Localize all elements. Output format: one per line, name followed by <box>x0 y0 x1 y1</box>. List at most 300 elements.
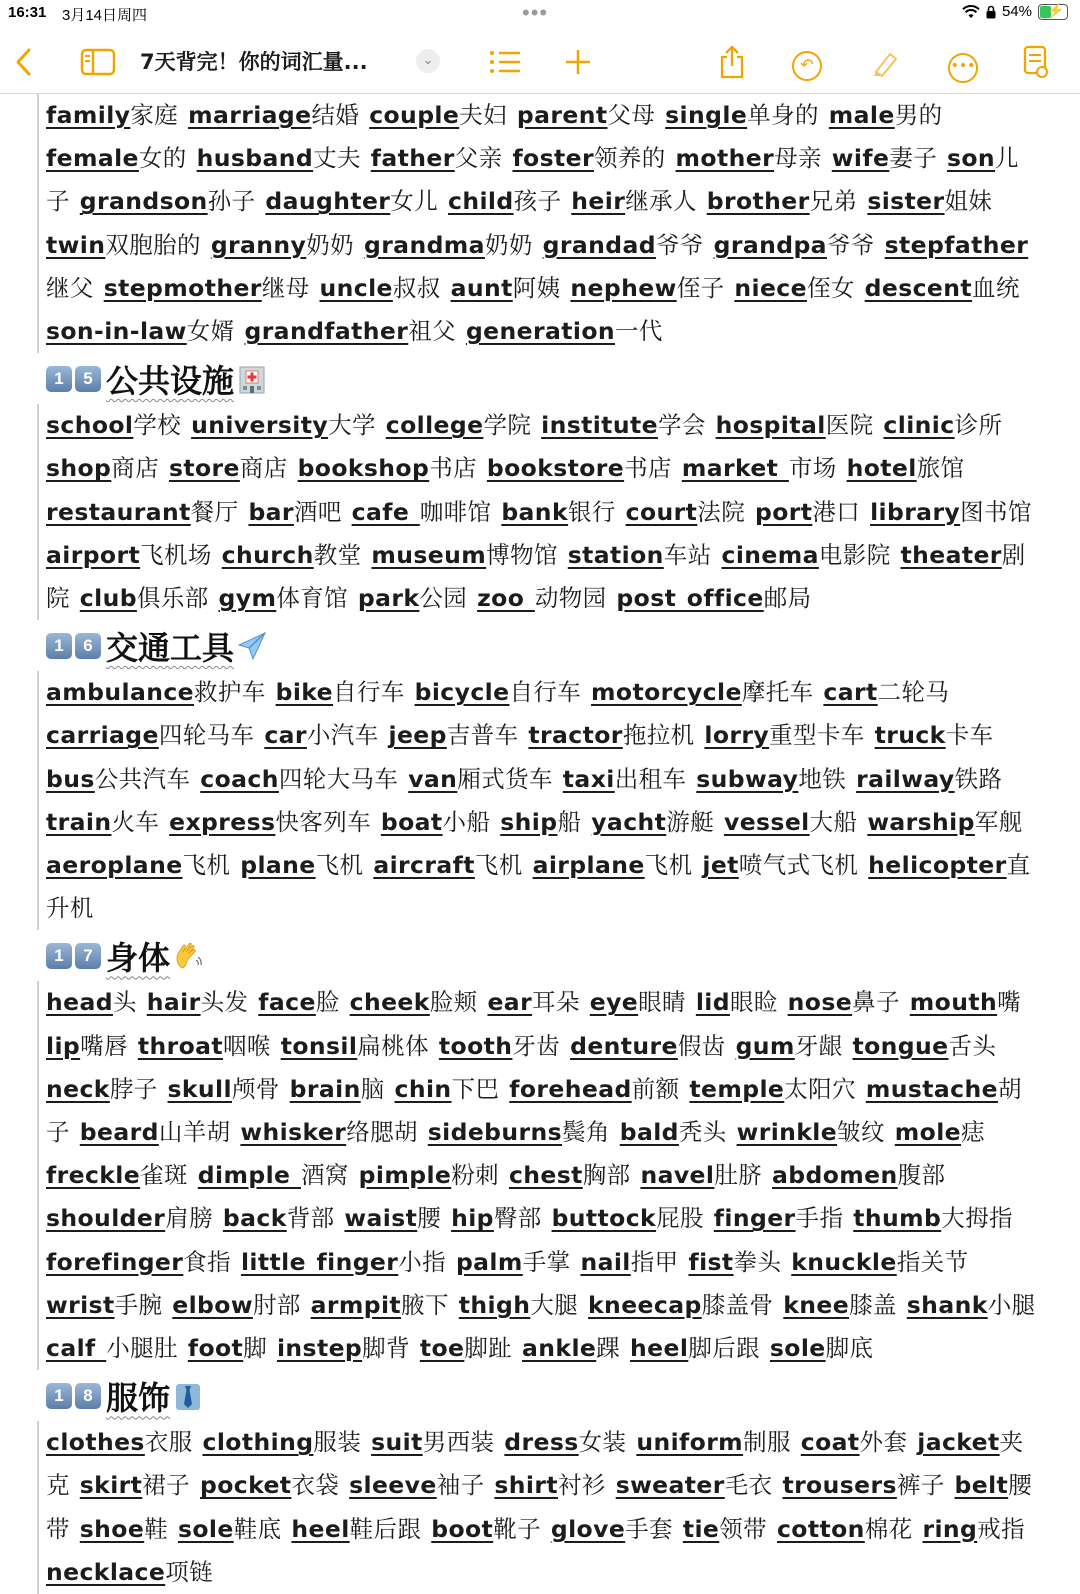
vocab-item <box>853 1032 997 1060</box>
vocab-item <box>188 1334 267 1362</box>
vocab-item <box>408 765 553 793</box>
vocab-item <box>415 678 582 706</box>
vocab-item <box>46 988 137 1016</box>
english-word: ship <box>500 807 558 836</box>
chinese-meaning: 救护车 <box>194 678 266 707</box>
vocab-item <box>591 678 813 706</box>
english-word: beard <box>79 1118 159 1147</box>
english-word: single <box>665 101 748 129</box>
vocab-item <box>198 1161 349 1189</box>
english-word: bookstore <box>486 454 625 483</box>
english-word: college <box>385 411 484 440</box>
vocab-item <box>777 1515 913 1543</box>
chinese-meaning: 四轮大马车 <box>278 764 399 793</box>
chinese-meaning: 公园 <box>419 584 468 613</box>
chinese-meaning: 医院 <box>825 411 874 440</box>
vocab-item <box>570 274 724 302</box>
chinese-meaning: 游艇 <box>666 807 715 836</box>
english-word: theater <box>900 540 1002 569</box>
vocab-item <box>770 1334 874 1362</box>
chinese-meaning: 四轮马车 <box>158 721 255 750</box>
chinese-meaning: 手套 <box>625 1514 673 1543</box>
chinese-meaning: 公共汽车 <box>94 764 191 793</box>
chinese-meaning: 腹部 <box>897 1161 946 1190</box>
chinese-meaning: 痣 <box>961 1118 985 1147</box>
vocab-item <box>46 454 159 482</box>
english-word: niece <box>734 273 807 302</box>
vocab-item <box>265 187 438 215</box>
chinese-meaning: 耳朵 <box>532 988 580 1017</box>
english-word: instep <box>276 1334 363 1363</box>
vocab-item <box>501 498 615 526</box>
english-word: gym <box>218 584 277 613</box>
vocab-item <box>568 541 712 569</box>
chinese-meaning: 快客列车 <box>275 807 371 836</box>
chinese-meaning: 商店 <box>239 454 288 483</box>
vocab-item <box>395 1075 500 1103</box>
compose-icon[interactable] <box>1022 32 1050 90</box>
english-word: generation <box>465 317 615 346</box>
vocab-item <box>714 231 875 259</box>
chinese-meaning: 飞机 <box>315 851 364 880</box>
vocab-item <box>724 808 857 836</box>
vocab-item <box>721 541 890 569</box>
english-word: bar <box>248 497 294 526</box>
english-word: hair <box>146 988 201 1017</box>
chinese-meaning: 颅骨 <box>231 1074 280 1103</box>
english-word: cart <box>823 678 878 707</box>
vocab-item <box>689 1075 856 1103</box>
chinese-meaning: 二轮马 <box>877 678 950 707</box>
chinese-meaning: 牙龈 <box>794 1031 843 1060</box>
battery-percent: 54% <box>1001 3 1032 20</box>
english-word: tongue <box>852 1031 949 1060</box>
chinese-meaning: 祖父 <box>408 317 457 346</box>
vocab-item <box>223 1204 335 1232</box>
chinese-meaning: 皱纹 <box>837 1118 885 1147</box>
english-word: child <box>447 187 514 216</box>
chinese-meaning: 邮局 <box>763 584 812 613</box>
english-word: club <box>79 584 137 613</box>
chinese-meaning: 父亲 <box>454 144 503 173</box>
english-word: aeroplane <box>46 851 183 880</box>
vocab-item <box>178 1515 282 1543</box>
section-heading <box>37 354 1037 404</box>
english-word: twin <box>46 230 106 259</box>
chinese-meaning: 肘部 <box>252 1290 301 1319</box>
english-word: bank <box>501 497 568 526</box>
chinese-meaning: 牙齿 <box>512 1031 561 1060</box>
chinese-meaning: 兄弟 <box>809 187 858 216</box>
english-word: mouth <box>909 988 998 1017</box>
vocab-item <box>702 851 858 879</box>
chinese-meaning: 书店 <box>429 454 478 483</box>
vocab-item <box>344 1204 441 1232</box>
english-word: eye <box>589 988 639 1017</box>
vocab-item <box>571 187 697 215</box>
chinese-meaning: 脚背 <box>362 1334 410 1363</box>
english-word: university <box>191 411 329 440</box>
chinese-meaning: 男的 <box>894 101 943 129</box>
undo-icon[interactable]: ↶ <box>792 46 822 81</box>
vocab-item <box>451 274 561 302</box>
chinese-meaning: 粉刺 <box>451 1161 500 1190</box>
chinese-meaning: 学会 <box>657 411 706 440</box>
english-word: back <box>222 1204 287 1233</box>
section-heading <box>37 931 1037 981</box>
chinese-meaning: 电影院 <box>818 540 891 569</box>
vocab-item <box>688 1248 781 1276</box>
vocab-item <box>264 721 378 749</box>
english-word: church <box>221 540 314 569</box>
english-word: pocket <box>199 1471 292 1500</box>
vocab-item <box>46 1075 158 1103</box>
chinese-meaning: 肚脐 <box>714 1161 763 1190</box>
vocab-item <box>714 1204 844 1232</box>
vocab-item <box>46 541 212 569</box>
english-word: taxi <box>562 764 615 793</box>
vocab-item <box>369 101 507 129</box>
share-icon[interactable] <box>718 32 746 90</box>
chinese-meaning: 山羊胡 <box>158 1118 231 1147</box>
vocab-item <box>371 1428 494 1456</box>
english-word: grandson <box>79 187 208 216</box>
vocab-item <box>46 808 159 836</box>
vocab-item <box>168 1075 280 1103</box>
english-word: whisker <box>240 1118 347 1147</box>
english-word: car <box>264 721 307 750</box>
vocab-item <box>188 101 359 129</box>
vocab-item <box>358 584 467 612</box>
english-word: couple <box>369 101 460 129</box>
english-word: clinic <box>883 411 955 440</box>
vocab-item <box>737 1118 885 1146</box>
english-word: necklace <box>46 1557 166 1586</box>
english-word: parent <box>516 101 608 129</box>
english-word: ankle <box>522 1334 597 1363</box>
chinese-meaning: 雀斑 <box>140 1161 188 1190</box>
english-word: van <box>408 764 458 793</box>
chinese-meaning: 鼻子 <box>852 988 900 1017</box>
english-word: foot <box>187 1334 244 1363</box>
english-word: sideburns <box>427 1118 563 1147</box>
english-word: glove <box>550 1514 626 1543</box>
vocab-item <box>371 541 557 569</box>
chinese-meaning: 餐厅 <box>190 497 239 526</box>
vocab-item <box>823 678 949 706</box>
vocab-item <box>46 101 178 129</box>
english-word: express <box>169 807 276 836</box>
chinese-meaning: 小腿 <box>987 1290 1036 1319</box>
chinese-meaning: 鞋底 <box>233 1514 282 1543</box>
english-word: shoulder <box>46 1204 166 1233</box>
chinese-meaning: 袖子 <box>436 1471 485 1500</box>
english-word: airplane <box>532 851 645 880</box>
english-word: hip <box>451 1204 494 1233</box>
chinese-meaning: 衬衫 <box>558 1471 606 1500</box>
chinese-meaning: 扁桃体 <box>357 1031 430 1060</box>
vocab-item <box>734 274 854 302</box>
chinese-meaning: 叔叔 <box>392 273 441 302</box>
vocab-item <box>241 1248 446 1276</box>
vocab-item <box>543 231 704 259</box>
english-word: male <box>828 101 895 129</box>
english-word: fist <box>688 1247 734 1276</box>
english-word: tonsil <box>280 1031 358 1060</box>
chinese-meaning: 外套 <box>859 1428 908 1457</box>
english-word: mustache <box>865 1074 998 1103</box>
english-word: jacket <box>917 1428 1000 1457</box>
chinese-meaning: 女的 <box>138 144 187 173</box>
vocab-item <box>211 231 354 259</box>
chevron-down-icon[interactable]: ⌄ <box>416 49 440 73</box>
vocabulary-block <box>37 981 1037 1370</box>
vocab-item <box>169 454 288 482</box>
section-title: 交通工具 <box>106 629 235 668</box>
section-heading <box>37 621 1037 671</box>
chinese-meaning: 出租车 <box>614 764 687 793</box>
english-word: belt <box>954 1471 1009 1500</box>
english-word: armpit <box>310 1290 402 1319</box>
chinese-meaning: 脚底 <box>825 1334 874 1363</box>
vocab-item <box>591 808 714 836</box>
english-word: little finger <box>240 1247 399 1276</box>
vocab-item <box>788 988 900 1016</box>
chinese-meaning: 棉花 <box>864 1514 913 1543</box>
vocab-item <box>696 765 846 793</box>
english-word: school <box>46 411 134 440</box>
chinese-meaning: 男西装 <box>422 1428 495 1457</box>
english-word: train <box>46 807 112 836</box>
chinese-meaning: 拖拉机 <box>622 721 695 750</box>
chinese-meaning: 背部 <box>286 1204 335 1233</box>
chinese-meaning: 眼睛 <box>638 988 686 1017</box>
chinese-meaning: 鞋 <box>144 1514 169 1543</box>
english-word: zoo <box>477 584 535 613</box>
english-word: bus <box>46 764 95 793</box>
english-word: grandma <box>363 230 485 259</box>
chinese-meaning: 嘴 <box>997 988 1021 1017</box>
chinese-meaning: 侄子 <box>676 273 725 302</box>
vocab-item <box>200 765 398 793</box>
chinese-meaning: 臀部 <box>493 1204 542 1233</box>
chinese-meaning: 咖啡馆 <box>419 497 492 526</box>
chinese-meaning: 继父 <box>46 273 94 302</box>
english-word: skirt <box>79 1471 143 1500</box>
english-word: coach <box>200 764 279 793</box>
english-word: court <box>625 497 698 526</box>
vocab-item <box>570 1032 726 1060</box>
english-word: calf <box>46 1334 107 1363</box>
vocab-item <box>682 454 837 482</box>
vocab-item <box>349 1471 484 1499</box>
english-word: abdomen <box>772 1161 898 1190</box>
english-word: chest <box>508 1161 583 1190</box>
english-word: carriage <box>46 721 159 750</box>
vocab-item <box>388 721 518 749</box>
english-word: sleeve <box>349 1471 437 1500</box>
vocab-item <box>386 411 532 439</box>
chinese-meaning: 制服 <box>743 1428 791 1457</box>
vocabulary-block <box>37 671 1037 930</box>
chinese-meaning: 俱乐部 <box>136 584 209 613</box>
english-word: gum <box>735 1031 795 1060</box>
english-word: skull <box>167 1074 232 1103</box>
vocab-item <box>500 808 581 836</box>
chinese-meaning: 头发 <box>200 988 249 1017</box>
vocab-item <box>197 144 361 172</box>
vocab-item <box>783 1291 897 1319</box>
chinese-meaning: 阿姨 <box>512 273 561 302</box>
english-word: heel <box>630 1334 689 1363</box>
chinese-meaning: 一代 <box>615 317 663 346</box>
english-word: shank <box>906 1290 988 1319</box>
chinese-meaning: 靴子 <box>493 1514 541 1543</box>
back-icon[interactable] <box>14 32 34 90</box>
vocab-item <box>80 1118 231 1146</box>
chinese-meaning: 腰 <box>417 1204 442 1233</box>
note-title[interactable]: 7天背完！你的词汇量... <box>140 50 368 74</box>
keycap-digit-icon: 7 <box>75 943 101 969</box>
vocab-item <box>626 498 745 526</box>
chinese-meaning: 女儿 <box>390 187 439 216</box>
chinese-meaning: 项链 <box>165 1557 214 1586</box>
vocab-item <box>311 1291 449 1319</box>
vocab-item <box>46 1204 213 1232</box>
markup-pen-icon[interactable] <box>870 32 902 90</box>
vocab-item <box>867 187 992 215</box>
english-word: father <box>370 144 455 173</box>
vocab-item <box>276 678 405 706</box>
multitask-dots-icon[interactable]: ••• <box>522 0 549 25</box>
vocab-item <box>588 1291 773 1319</box>
vocab-item <box>364 231 533 259</box>
vocab-item <box>240 851 363 879</box>
english-word: freckle <box>46 1161 141 1190</box>
chinese-meaning: 头 <box>112 988 137 1017</box>
english-word: heel <box>291 1514 350 1543</box>
note-content[interactable] <box>37 94 1037 1594</box>
english-word: bike <box>275 678 334 707</box>
chinese-meaning: 孙子 <box>207 187 256 216</box>
vocab-item <box>551 1515 673 1543</box>
chinese-meaning: 喷气式飞机 <box>738 851 859 880</box>
chinese-meaning: 学院 <box>483 411 532 440</box>
vocab-item <box>46 1428 193 1456</box>
vocab-item <box>46 498 239 526</box>
vocab-item <box>528 721 694 749</box>
english-word: buttock <box>551 1204 657 1233</box>
chinese-meaning: 女装 <box>578 1428 627 1457</box>
vocab-item <box>487 988 579 1016</box>
english-word: suit <box>371 1428 423 1457</box>
english-word: motorcycle <box>591 678 742 707</box>
sidebar-icon[interactable] <box>80 32 116 90</box>
english-word: coat <box>800 1428 860 1457</box>
english-word: son-in-law <box>46 317 187 346</box>
vocab-item <box>319 274 440 302</box>
vocab-item <box>736 1032 843 1060</box>
vocabulary-block <box>37 404 1037 620</box>
english-word: store <box>168 454 240 483</box>
english-word: institute <box>541 411 658 440</box>
vocab-item <box>46 1291 162 1319</box>
toolbar <box>0 32 1080 90</box>
vocab-item <box>46 678 266 706</box>
english-word: foster <box>512 144 594 173</box>
vocab-item <box>870 498 1032 526</box>
english-word: tooth <box>438 1031 513 1060</box>
vocab-item <box>910 988 1021 1016</box>
chinese-meaning: 舌头 <box>948 1031 997 1060</box>
chinese-meaning: 自行车 <box>333 678 405 707</box>
english-word: waist <box>344 1204 418 1233</box>
chinese-meaning: 飞机 <box>474 851 523 880</box>
chinese-meaning: 衣服 <box>144 1428 193 1457</box>
chinese-meaning: 膝盖骨 <box>701 1290 774 1319</box>
english-word: boot <box>431 1514 494 1543</box>
checklist-icon[interactable] <box>488 32 522 90</box>
chinese-meaning: 指甲 <box>630 1247 679 1276</box>
chinese-meaning: 毛衣 <box>724 1471 773 1500</box>
chinese-meaning: 船 <box>557 807 582 836</box>
more-icon[interactable]: ••• <box>948 46 978 83</box>
battery-icon: ⚡ <box>1038 4 1068 20</box>
chinese-meaning: 脸颊 <box>429 988 478 1017</box>
chinese-meaning: 母亲 <box>774 144 822 173</box>
chinese-meaning: 腋下 <box>401 1290 449 1319</box>
chinese-meaning: 重型卡车 <box>769 721 865 750</box>
chinese-meaning: 诊所 <box>954 411 1003 440</box>
keycap-digit-icon: 8 <box>75 1383 101 1409</box>
vocab-item <box>487 454 672 482</box>
chinese-meaning: 大船 <box>809 807 858 836</box>
english-word: navel <box>640 1161 715 1190</box>
chinese-meaning: 儿子 <box>46 144 1019 216</box>
english-word: grandfather <box>244 317 409 346</box>
english-word: sole <box>769 1334 826 1363</box>
english-word: forehead <box>509 1074 632 1103</box>
english-word: elbow <box>172 1290 253 1319</box>
chinese-meaning: 剧院 <box>46 540 1026 613</box>
keycap-digit-icon: 5 <box>75 366 101 392</box>
vocab-item <box>191 411 376 439</box>
vocab-item <box>46 411 181 439</box>
english-word: female <box>46 144 139 173</box>
vocab-item <box>298 454 477 482</box>
wifi-icon <box>962 5 980 19</box>
chinese-meaning: 市场 <box>788 454 837 483</box>
vocab-item <box>466 317 663 345</box>
english-word: denture <box>570 1031 678 1060</box>
vocab-item <box>451 1204 542 1232</box>
vocab-item <box>922 1515 1025 1543</box>
vocab-item <box>359 1161 499 1189</box>
chinese-meaning: 胡子 <box>46 1074 1022 1147</box>
chinese-meaning: 丈夫 <box>313 144 361 173</box>
chinese-meaning: 嘴唇 <box>80 1031 128 1060</box>
english-word: palm <box>455 1247 523 1276</box>
vocab-item <box>696 988 778 1016</box>
chinese-meaning: 领养的 <box>593 144 666 173</box>
chinese-meaning: 飞机 <box>182 851 231 880</box>
chinese-meaning: 络腮胡 <box>346 1118 418 1147</box>
english-word: marriage <box>188 101 312 129</box>
add-icon[interactable] <box>564 32 592 90</box>
english-word: ambulance <box>46 678 195 707</box>
chinese-meaning: 家庭 <box>130 101 179 129</box>
section-title: 身体 <box>106 939 171 978</box>
